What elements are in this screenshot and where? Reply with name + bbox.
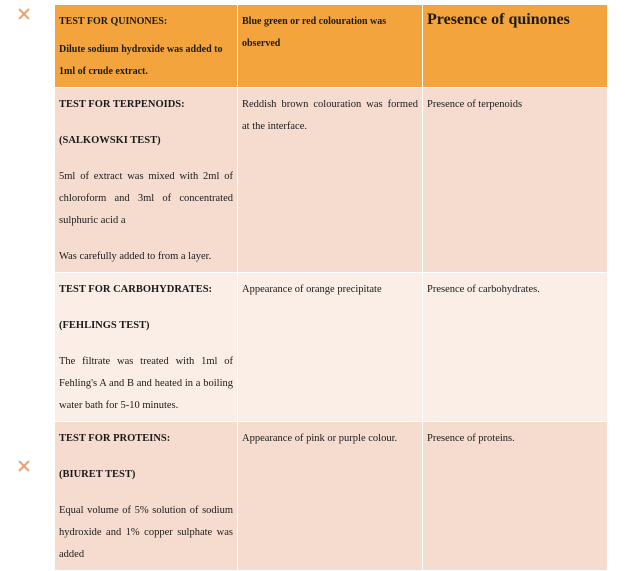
test-procedure-continued: Was carefully added to from a layer.: [59, 251, 212, 262]
observation-cell: Reddish brown colouration was formed at the interface.: [238, 88, 423, 273]
table-row: [55, 88, 608, 273]
decorative-x-mark: [18, 460, 30, 472]
decorative-x-mark: [18, 8, 30, 20]
phytochemical-tests-table: [54, 4, 608, 571]
test-subtitle: (BIURET TEST): [59, 469, 136, 480]
table-row: [55, 273, 608, 422]
test-procedure: Equal volume of 5% solution of sodium hydroxide and 1% copper sulphate was added: [59, 505, 233, 560]
test-cell: [55, 5, 238, 88]
test-procedure: The filtrate was treated with 1ml of Fehling's A and B and heated in a boiling water bath for 5-10 minutes.: [59, 356, 233, 411]
test-cell: [55, 273, 238, 422]
table-row: [55, 5, 608, 88]
inference-cell: Presence of terpenoids: [423, 88, 608, 273]
test-subtitle: (FEHLINGS TEST): [59, 320, 150, 331]
test-procedure: 5ml of extract was mixed with 2ml of chloroform and 3ml of concentrated sulphuric acid a: [59, 171, 233, 226]
test-title: TEST FOR TERPENOIDS:: [59, 99, 185, 110]
observation-cell: Appearance of orange precipitate: [238, 273, 423, 422]
test-title: TEST FOR QUINONES:: [59, 16, 168, 27]
inference-cell: Presence of carbohydrates.: [423, 273, 608, 422]
test-procedure: Dilute sodium hydroxide was added to 1ml of crude extract.: [59, 44, 223, 77]
test-cell: [55, 422, 238, 571]
test-subtitle: (SALKOWSKI TEST): [59, 135, 161, 146]
inference-cell: Presence of quinones: [423, 5, 608, 88]
test-title: TEST FOR CARBOHYDRATES:: [59, 284, 213, 295]
test-cell: [55, 88, 238, 273]
observation-cell: Blue green or red colouration was observed: [238, 5, 423, 88]
test-title: TEST FOR PROTEINS:: [59, 433, 171, 444]
observation-cell: Appearance of pink or purple colour.: [238, 422, 423, 571]
inference-cell: Presence of proteins.: [423, 422, 608, 571]
table-row: [55, 422, 608, 571]
